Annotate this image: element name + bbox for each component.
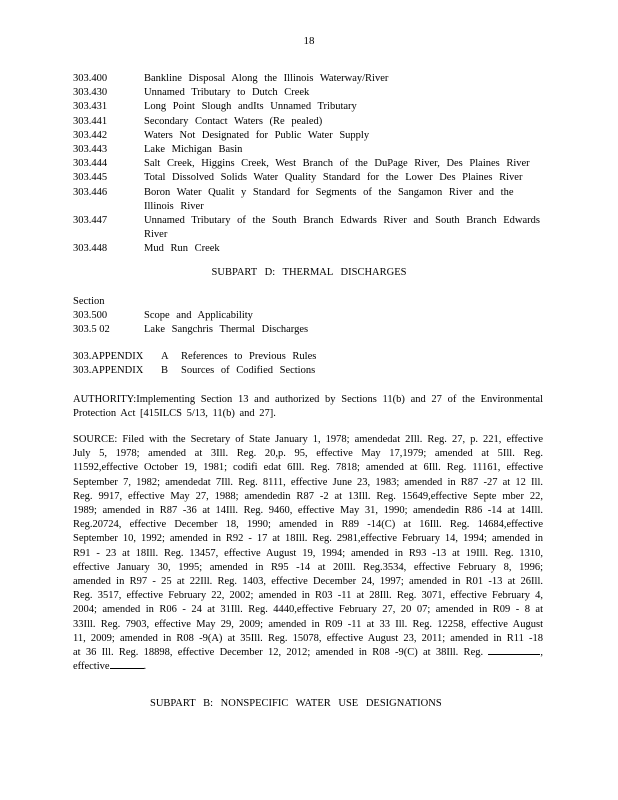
section-title: Salt Creek, Higgins Creek, West Branch of the DuPage River, Des Plaines River — [144, 158, 530, 170]
section-number: 303.446 — [73, 186, 108, 198]
toc-row — [73, 242, 543, 256]
section-title: Lake Sangchris Thermal Discharges — [144, 324, 309, 336]
section-number: 303.442 — [73, 129, 108, 141]
appendix-letter: A — [161, 351, 169, 362]
blank-line — [488, 654, 540, 655]
appendix-title: Sources of Codified Sections — [181, 365, 316, 377]
toc-row — [73, 143, 543, 157]
toc-row — [73, 323, 473, 337]
subpart-d-contents — [73, 295, 473, 338]
appendix-title: References to Previous Rules — [181, 351, 317, 362]
source-effective: effective — [73, 661, 110, 673]
page-number: 18 — [303, 35, 315, 47]
toc-row — [73, 115, 543, 129]
appendix-letter: B — [161, 365, 169, 377]
section-number: 303.5 02 — [73, 324, 110, 336]
section-number: 303.400 — [73, 73, 108, 84]
section-title: Total Dissolved Solids Water Quality Standard for the Lower Des Plaines River — [144, 172, 523, 184]
authority-note: AUTHORITY:Implementing Section 13 and authorized by Sections 11(b) and 27 of the Environmental Protection Act [415ILCS 5/13, 11(b) and 27]. — [73, 394, 543, 420]
toc-row — [73, 157, 543, 171]
subpart-d-heading: SUBPART D: THERMAL DISCHARGES — [211, 267, 407, 278]
section-number: 303.431 — [73, 101, 108, 113]
section-title: Lake Michigan Basin — [144, 144, 243, 156]
section-number: 303.444 — [73, 158, 108, 170]
table-of-contents — [73, 72, 543, 257]
appendix-row — [73, 350, 473, 364]
section-title: Waters Not Designated for Public Water Supply — [144, 129, 370, 141]
appendix-number: 303.APPENDIX — [73, 365, 144, 377]
section-number: 303.443 — [73, 144, 108, 156]
section-title: Long Point Slough andIts Unnamed Tributary — [144, 101, 357, 113]
source-note — [73, 433, 543, 674]
toc-row — [73, 129, 543, 143]
section-number: 303.430 — [73, 87, 108, 99]
section-title: Mud Run Creek — [144, 243, 220, 255]
section-number: 303.500 — [73, 310, 108, 322]
blank-line — [110, 668, 144, 669]
appendix-list — [73, 350, 473, 378]
toc-row — [73, 309, 473, 323]
section-title: Unnamed Tributary of the South Branch Edwards River and South Branch Edwards River — [144, 215, 540, 241]
section-number: 303.447 — [73, 215, 108, 227]
toc-row — [73, 86, 543, 100]
source-end: . — [143, 661, 147, 673]
section-number: 303.441 — [73, 115, 108, 127]
subpart-b-heading: SUBPART B: NONSPECIFIC WATER USE DESIGNATIONS — [150, 698, 442, 709]
toc-row — [73, 214, 543, 242]
section-title: Bankline Disposal Along the Illinois Waterway/River — [144, 73, 389, 84]
toc-row — [73, 100, 543, 114]
section-title: Unnamed Tributary to Dutch Creek — [144, 87, 310, 99]
section-title: Boron Water Qualit y Standard for Segments of the Sangamon River and the Illinois River — [144, 186, 514, 212]
section-title: Scope and Applicability — [144, 310, 253, 322]
toc-row — [73, 186, 543, 214]
section-number: 303.448 — [73, 243, 108, 255]
appendix-row — [73, 364, 473, 378]
appendix-number: 303.APPENDIX — [73, 351, 144, 362]
section-number: 303.445 — [73, 172, 108, 184]
toc-row — [73, 72, 543, 86]
source-text: SOURCE: Filed with the Secretary of State January 1, 1978; amendedat 2Ill. Reg. 27, p. 221, effective July 5, 1978; amended at 3Ill. Reg. 20,p. 95, effective May 17,1979; amended at 5Ill. Reg. 11592,effective October 19, 1981; codifi edat 6Ill. Reg. 7818; amended at 6Ill. Reg. 11161, effective September 7, 1982; amendedat 7Ill. Reg. 8111, effective June 23, 1983; amended in R87 -27 at 12 Ill. Reg. 9917, effective May 27, 1988; amendedin R87 -2 at 13Ill. Reg. 15649,effective Septe mber 22, 1989; amended in R87 -36 at 14Ill. Reg. 9460, effective May 31, 1990; amendedin R86 -14 at 14Ill. Reg.20724, effective December 18, 1990; amended in R89 -14(C) at 16Ill. Reg. 14684,effective September 10, 1992; amended in R92 - 17 at 18Ill. Reg. 2981,effective February 14, 1994; amended in R91 - 23 at 18Ill. Reg. 13457, effective August 19, 1994; amended in R93 -13 at 19Ill. Reg. 1310, effective January 30, 1995; amended in R95 -14 at 20Ill. Reg.3534, effective February 8, 1996; amended in R97 - 25 at 22Ill. Reg. 1403, effective December 24, 1997; amended in R01 -13 at 26Ill. Reg. 3517, effective February 22, 2002; amended in R03 -11 at 28Ill. Reg. 3071, effective February 4, 2004; amended in R06 - 24 at 31Ill. Reg. 4440,effective February 27, 20 07; amended in R09 - 8 at 33Ill. Reg. 7903, effective May 29, 2009; amended in R09 -11 at 33 Ill. Reg. 12258, effective August 11, 2009; amended in R08 -9(A) at 35Ill. Reg. 15078, effective August 23, 2011; amended in R11 -18 at 36 Ill. Reg. 18898, effective December 12, 2012; amended in R08 -9(C) at 38Ill. Reg. — [73, 434, 543, 659]
section-title: Secondary Contact Waters (Re pealed) — [144, 115, 323, 127]
toc-row — [73, 171, 543, 185]
source-punct: , — [540, 647, 544, 659]
section-label: Section — [73, 296, 105, 307]
